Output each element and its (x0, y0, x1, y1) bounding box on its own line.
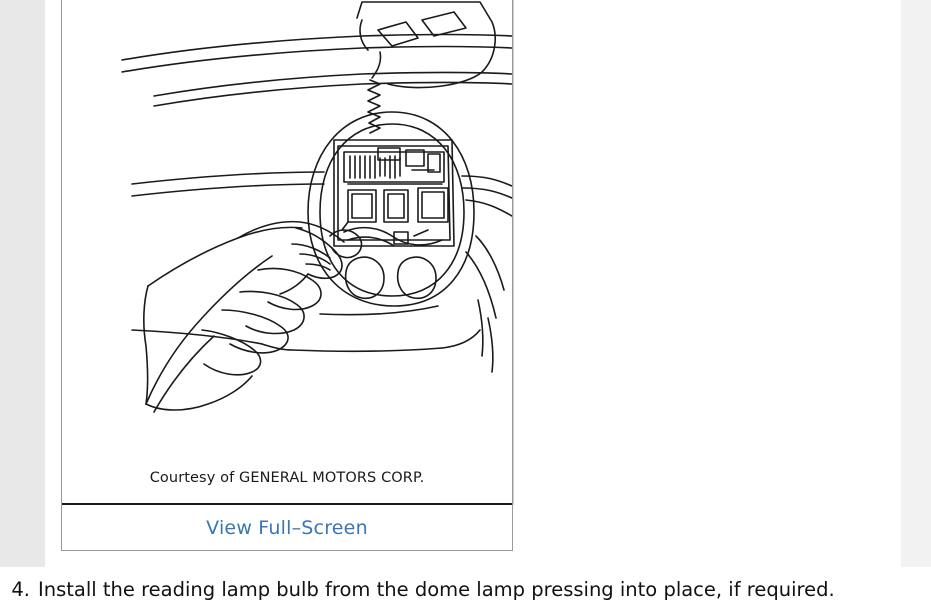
right-page-gutter (901, 0, 931, 567)
column-divider-rule (513, 0, 514, 505)
view-fullscreen-bar[interactable] (62, 505, 512, 550)
step-text: Install the reading lamp bulb from the dome lamp pressing into place, if required. (38, 578, 835, 601)
instruction-step (0, 578, 931, 608)
step-number: 4. (11, 578, 30, 601)
view-fullscreen-link[interactable]: View Full–Screen (206, 516, 368, 539)
figure-caption: Courtesy of GENERAL MOTORS CORP. (149, 470, 425, 486)
figure-illustration (62, 0, 512, 503)
figure-card (61, 0, 513, 551)
left-page-gutter (0, 0, 45, 567)
dome-lamp-line-drawing (62, 0, 512, 503)
